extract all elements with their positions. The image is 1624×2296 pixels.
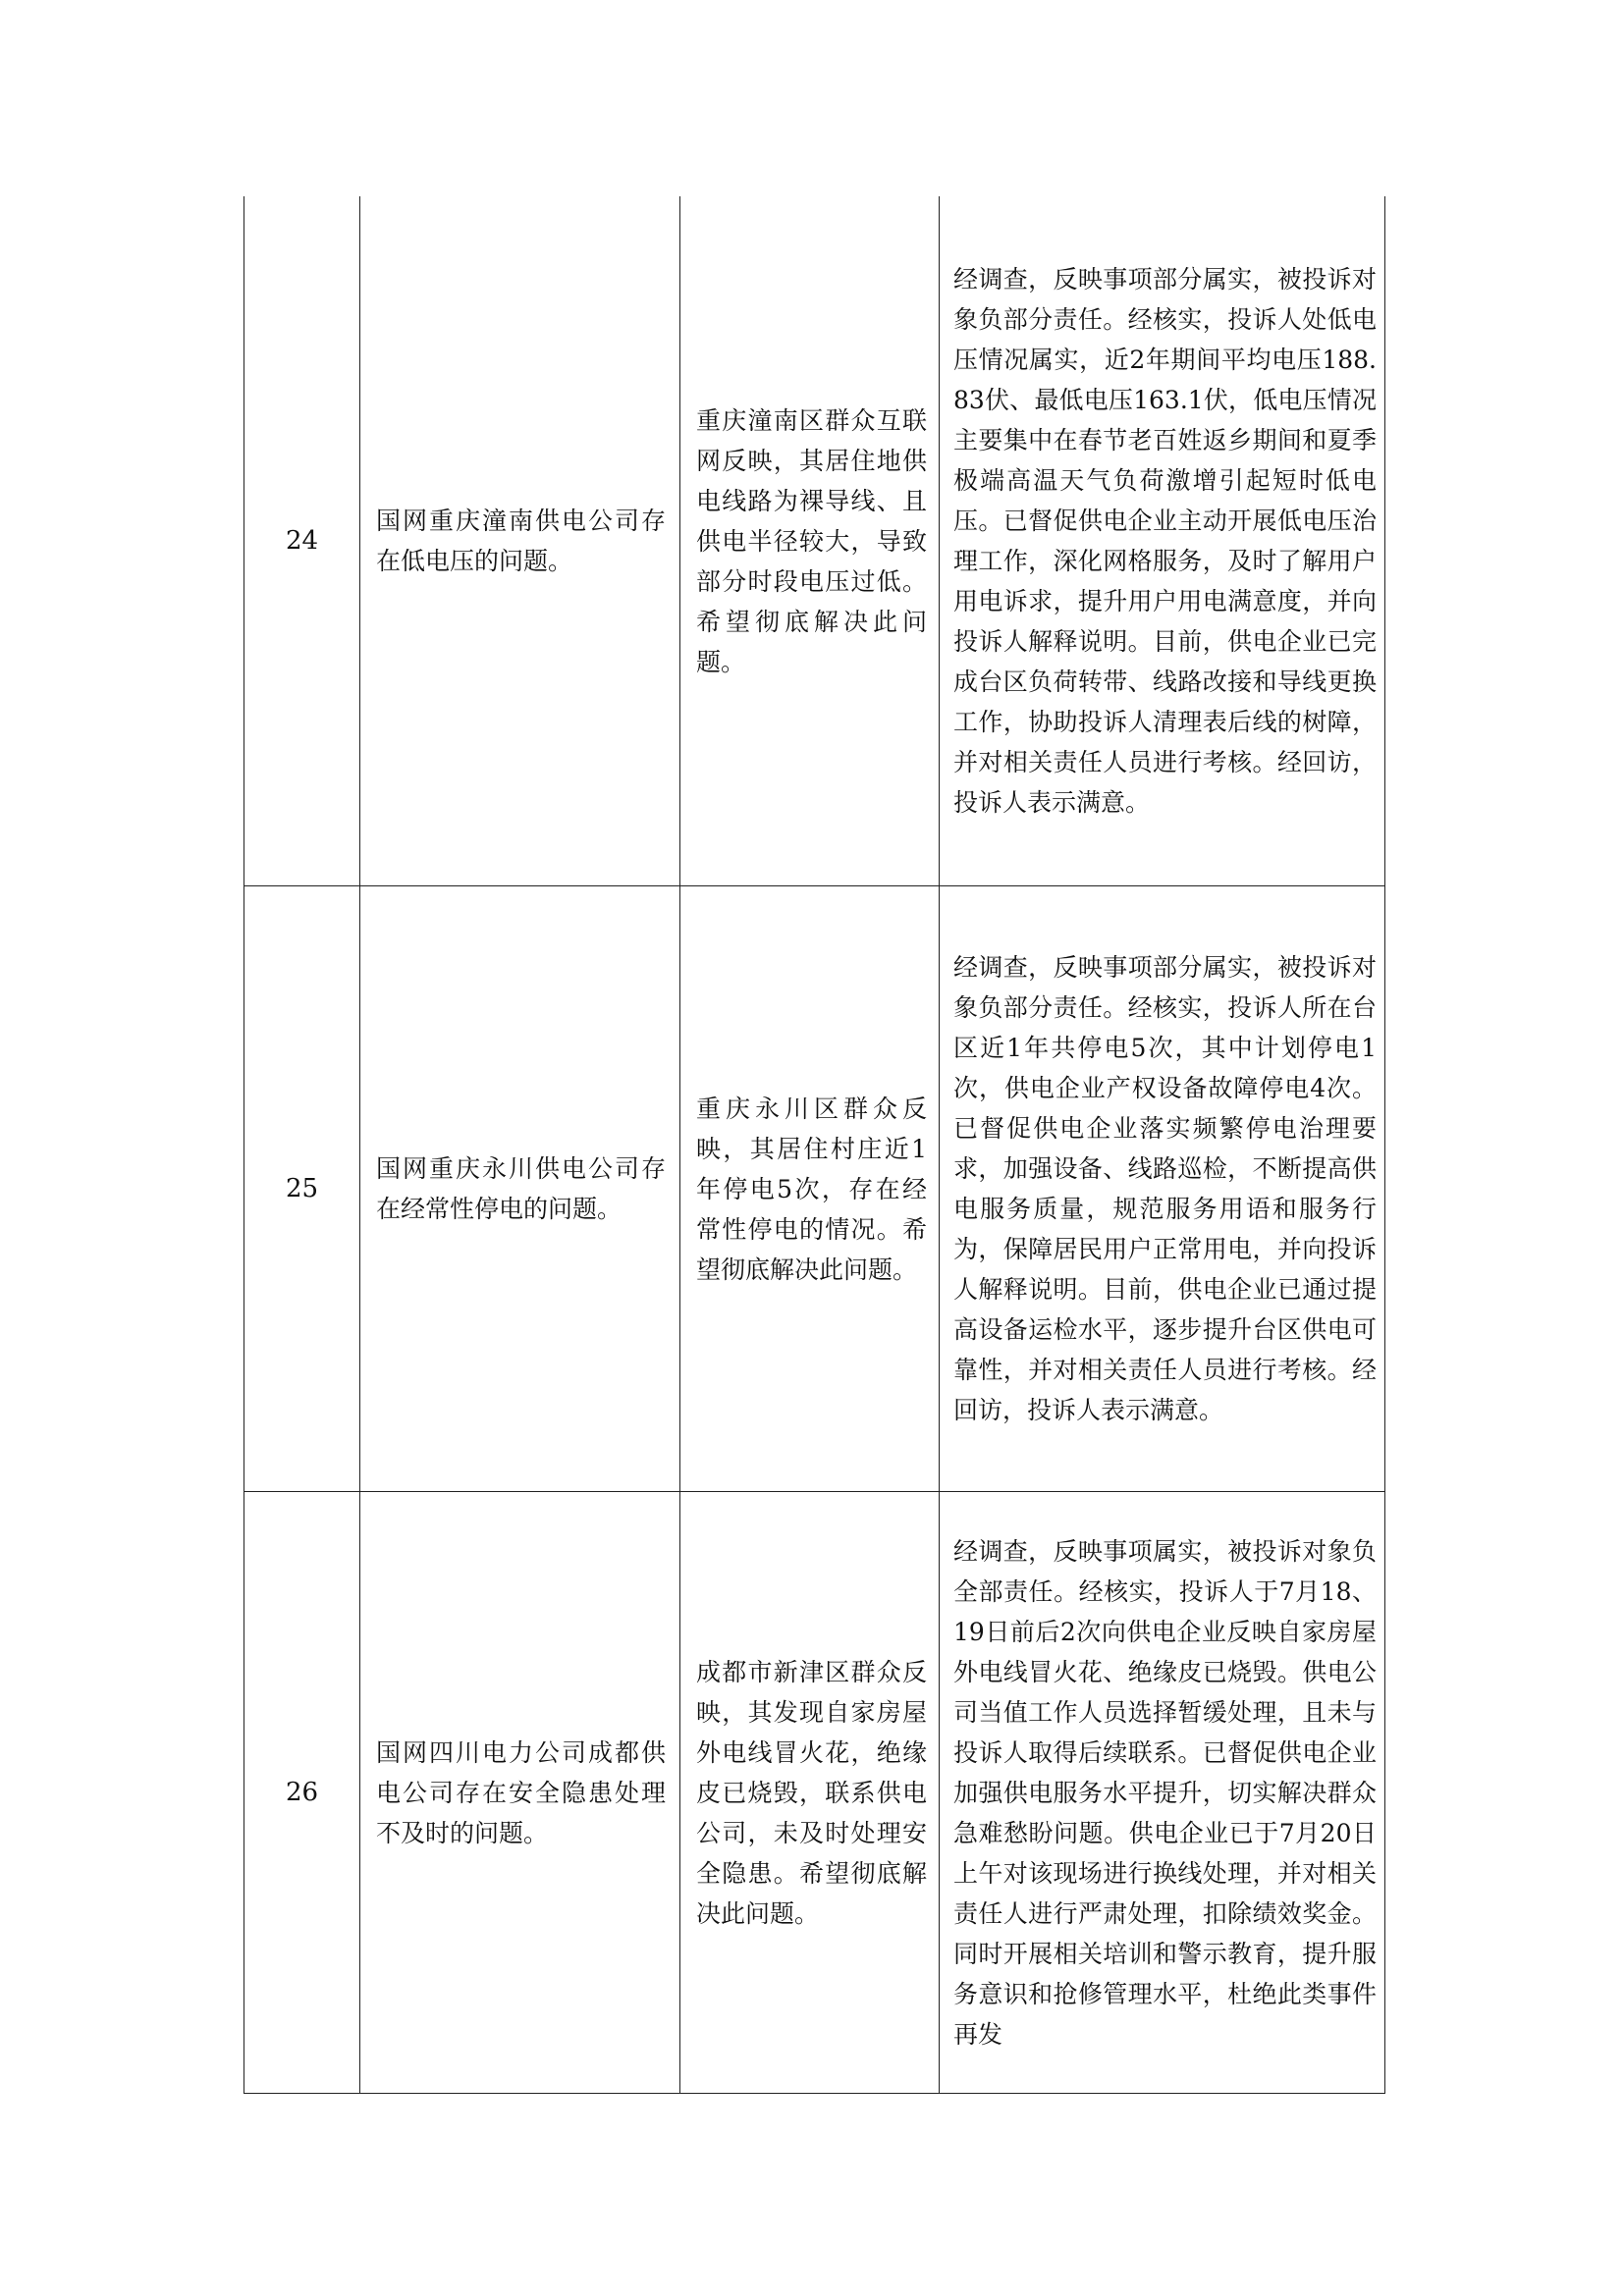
row-number: 24 [285,526,319,556]
issue-title-cell [360,196,680,886]
handling-result: 经调查，反映事项部分属实，被投诉对象负部分责任。经核实，投诉人所在台区近1年共停电5次，其中计划停电1次，供电企业产权设备故障停电4次。已督促供电企业落实频繁停电治理要求，加强设备、线路巡检，不断提高供电服务质量，规范服务用语和服务行为，保障居民用户正常用电，并向投诉人解释说明。目前，供电企业已通过提高设备运检水平，逐步提升台区供电可靠性，并对相关责任人员进行考核。经回访，投诉人表示满意。 [953,953,1377,1424]
complaint-table [244,196,1385,2094]
public-reflection-cell [680,1492,940,2094]
handling-result: 经调查，反映事项属实，被投诉对象负全部责任。经核实，投诉人于7月18、19日前后2次向供电企业反映自家房屋外电线冒火花、绝缘皮已烧毁。供电公司当值工作人员选择暂缓处理，且未与投诉人取得后续联系。已督促供电企业加强供电服务水平提升，切实解决群众急难愁盼问题。供电企业已于7月20日上午对该现场进行换线处理，并对相关责任人进行严肃处理，扣除绩效奖金。同时开展相关培训和警示教育，提升服务意识和抢修管理水平，杜绝此类事件再发 [953,1536,1377,2049]
issue-title: 国网重庆永川供电公司存在经常性停电的问题。 [376,1154,666,1223]
table-row [244,1492,1385,2094]
public-reflection-cell [680,886,940,1492]
issue-title-cell [360,1492,680,2094]
issue-title: 国网四川电力公司成都供电公司存在安全隐患处理不及时的问题。 [376,1737,666,1847]
row-number-cell [244,886,360,1492]
table-row [244,886,1385,1492]
public-reflection-cell [680,196,940,886]
handling-result: 经调查，反映事项部分属实，被投诉对象负部分责任。经核实，投诉人处低电压情况属实，近2年期间平均电压188.83伏、最低电压163.1伏，低电压情况主要集中在春节老百姓返乡期间和夏季极端高温天气负荷激增引起短时低电压。已督促供电企业主动开展低电压治理工作，深化网格服务，及时了解用户用电诉求，提升用户用电满意度，并向投诉人解释说明。目前，供电企业已完成台区负荷转带、线路改接和导线更换工作，协助投诉人清理表后线的树障，并对相关责任人员进行考核。经回访，投诉人表示满意。 [953,265,1377,817]
row-number: 26 [285,1778,319,1807]
table-row [244,196,1385,886]
row-number-cell [244,196,360,886]
row-number: 25 [285,1174,319,1203]
handling-result-cell [940,886,1385,1492]
handling-result-cell [940,196,1385,886]
public-reflection: 重庆永川区群众反映，其居住村庄近1年停电5次，存在经常性停电的情况。希望彻底解决此问题。 [696,1094,927,1284]
handling-result-cell [940,1492,1385,2094]
public-reflection: 重庆潼南区群众互联网反映，其居住地供电线路为裸导线、且供电半径较大，导致部分时段电压过低。希望彻底解决此问题。 [696,405,927,676]
row-number-cell [244,1492,360,2094]
issue-title-cell [360,886,680,1492]
issue-title: 国网重庆潼南供电公司存在低电压的问题。 [376,507,666,575]
public-reflection: 成都市新津区群众反映，其发现自家房屋外电线冒火花，绝缘皮已烧毁，联系供电公司，未及时处理安全隐患。希望彻底解决此问题。 [696,1657,927,1928]
